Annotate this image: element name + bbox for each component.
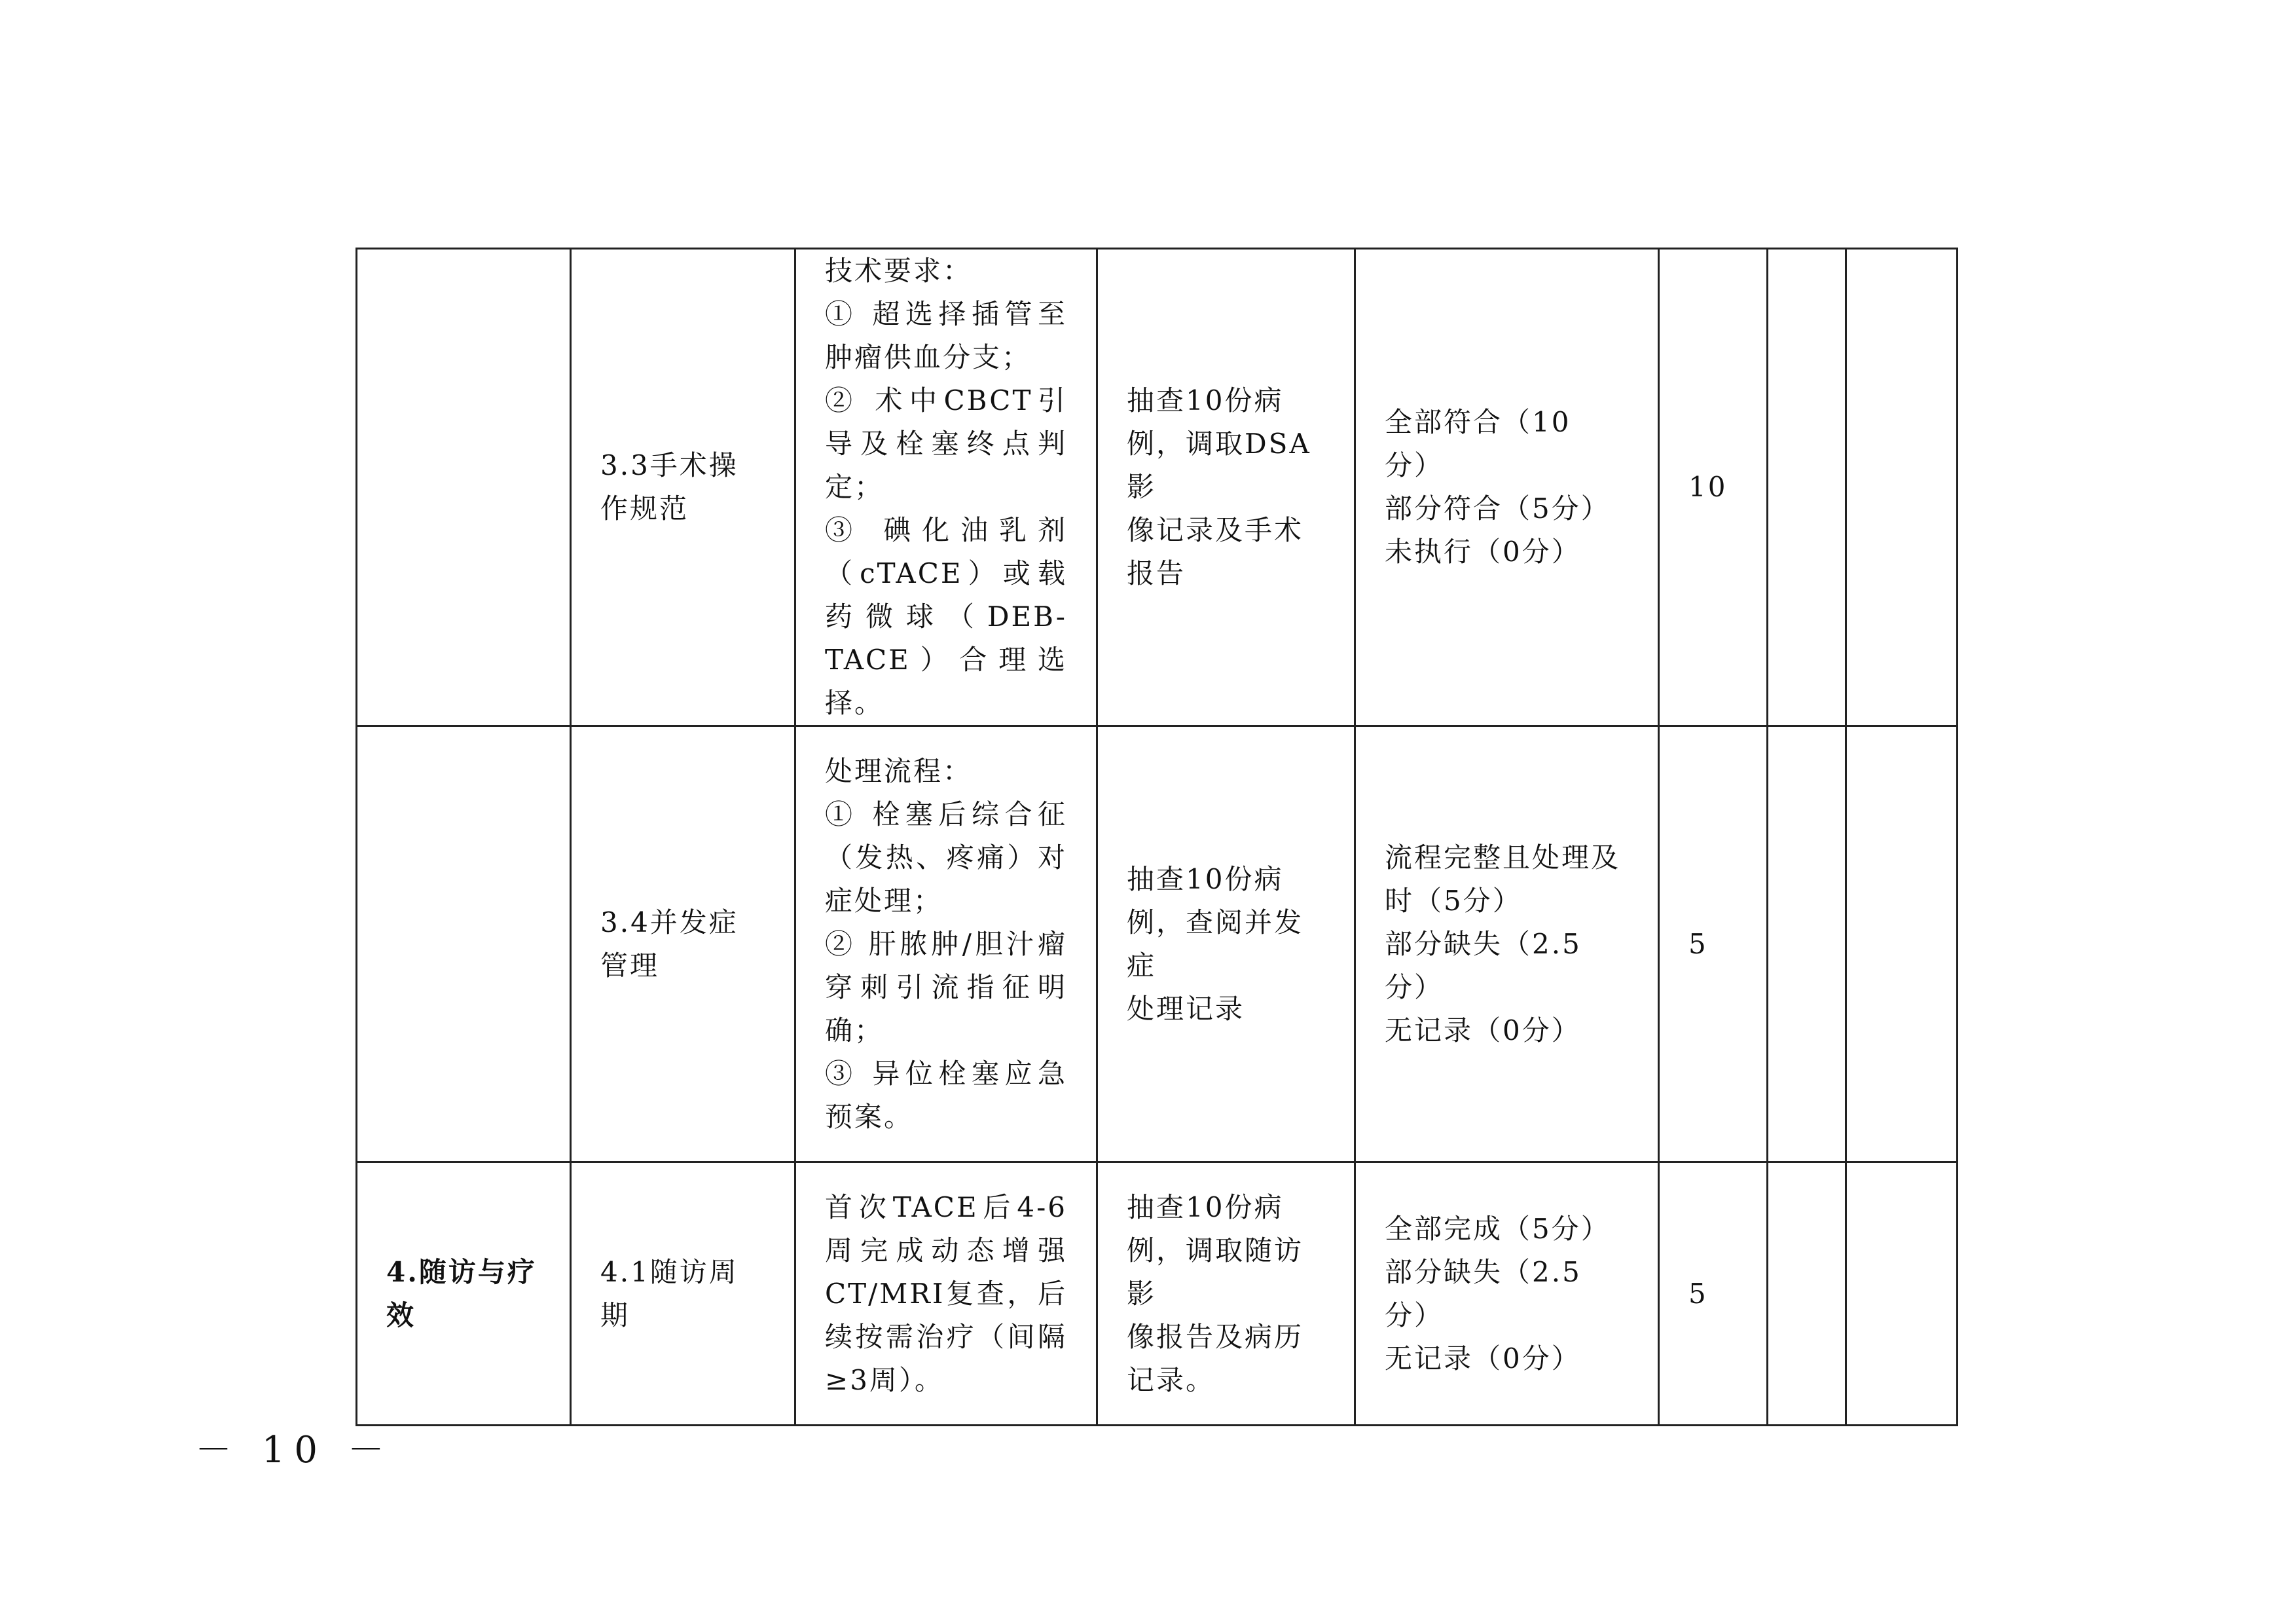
category-cell bbox=[357, 1162, 571, 1426]
criteria-text: 全部符合（10分） 部分符合（5分） 未执行（0分） bbox=[1385, 406, 1611, 568]
score-text: 5 bbox=[1688, 927, 1708, 960]
criteria-text: 流程完整且处理及 时（5分） 部分缺失（2.5分） 无记录（0分） bbox=[1385, 841, 1621, 1046]
requirement-cell bbox=[795, 726, 1097, 1162]
blank-cell bbox=[1846, 726, 1958, 1162]
table-row bbox=[357, 1162, 1958, 1426]
score-cell bbox=[1659, 249, 1768, 726]
score-cell bbox=[1659, 1162, 1768, 1426]
page-number: － 10 － bbox=[195, 1429, 393, 1471]
item-text: 3.4并发症 管理 bbox=[600, 906, 738, 982]
evaluation-table bbox=[355, 248, 1958, 1426]
table-row bbox=[357, 249, 1958, 726]
blank-cell bbox=[1768, 726, 1846, 1162]
category-text: 4.随访与疗 效 bbox=[386, 1255, 537, 1331]
requirement-text: 技术要求： ① 超选择插管至肿瘤供血分支； ② 术中CBCT引导及栓塞终点判定； ③ 碘化油乳剂（cTACE）或载药微球（DEB-TACE）合理选择。 bbox=[825, 255, 1067, 719]
method-cell bbox=[1097, 249, 1355, 726]
requirement-text: 处理流程： ① 栓塞后综合征（发热、疼痛）对症处理； ② 肝脓肿/胆汁瘤穿刺引流指征明确； ③ 异位栓塞应急预案。 bbox=[825, 754, 1067, 1133]
item-cell bbox=[571, 726, 795, 1162]
score-cell bbox=[1659, 726, 1768, 1162]
score-text: 5 bbox=[1688, 1277, 1708, 1310]
requirement-text: 首次TACE后4-6周完成动态增强CT/MRI复查，后续按需治疗（间隔≥3周）。 bbox=[825, 1190, 1067, 1396]
blank-cell bbox=[1768, 249, 1846, 726]
criteria-text: 全部完成（5分） 部分缺失（2.5分） 无记录（0分） bbox=[1385, 1212, 1611, 1375]
criteria-cell bbox=[1355, 726, 1659, 1162]
blank-cell bbox=[1846, 1162, 1958, 1426]
item-cell bbox=[571, 249, 795, 726]
table-row bbox=[357, 726, 1958, 1162]
requirement-cell bbox=[795, 249, 1097, 726]
category-cell bbox=[357, 249, 571, 726]
criteria-cell bbox=[1355, 1162, 1659, 1426]
criteria-cell bbox=[1355, 249, 1659, 726]
blank-cell bbox=[1846, 249, 1958, 726]
method-text: 抽查10份病 例，调取DSA影 像记录及手术 报告 bbox=[1127, 384, 1311, 589]
blank-cell bbox=[1768, 1162, 1846, 1426]
method-cell bbox=[1097, 726, 1355, 1162]
category-cell bbox=[357, 726, 571, 1162]
requirement-cell bbox=[795, 1162, 1097, 1426]
score-text: 10 bbox=[1688, 471, 1728, 503]
method-text: 抽查10份病 例，调取随访影 像报告及病历 记录。 bbox=[1127, 1190, 1304, 1396]
method-cell bbox=[1097, 1162, 1355, 1426]
item-cell bbox=[571, 1162, 795, 1426]
item-text: 4.1随访周 期 bbox=[600, 1255, 738, 1331]
method-text: 抽查10份病 例，查阅并发症 处理记录 bbox=[1127, 862, 1304, 1025]
item-text: 3.3手术操 作规范 bbox=[600, 449, 738, 525]
